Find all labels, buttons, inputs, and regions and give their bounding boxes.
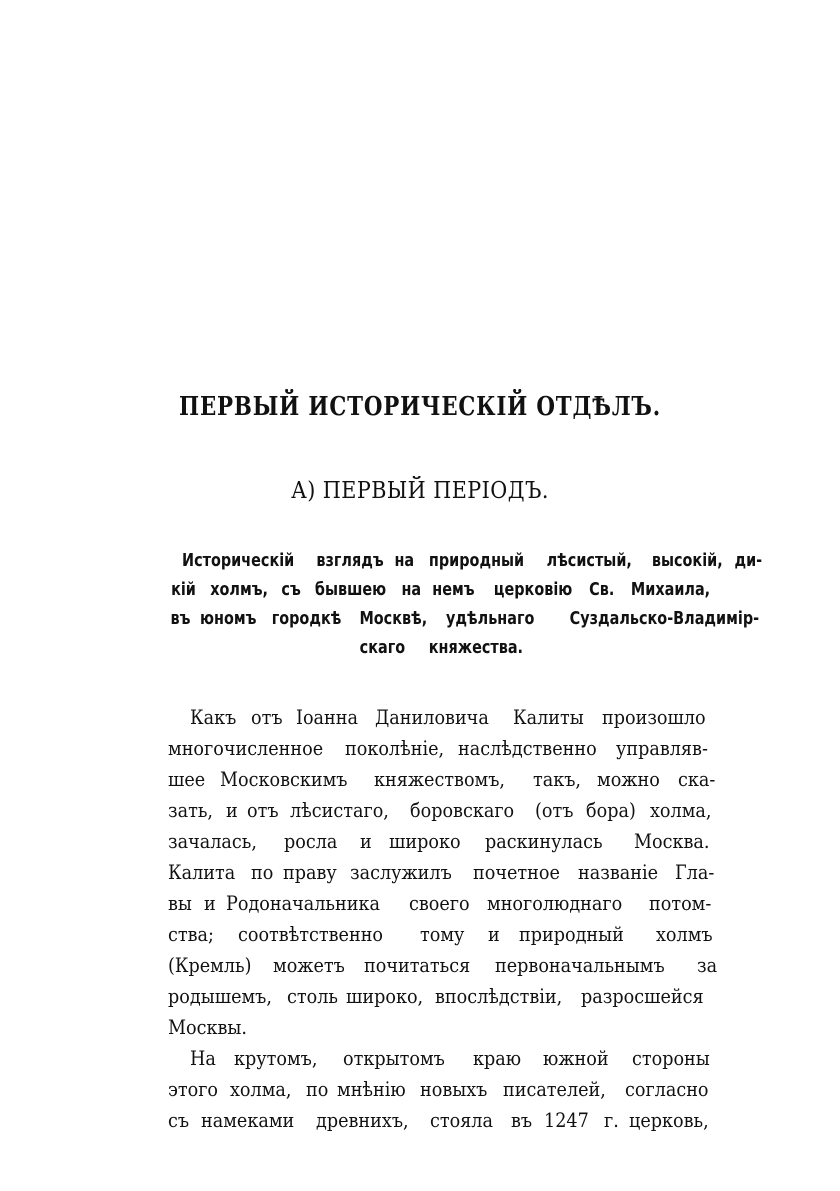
summary-line: [168, 633, 720, 662]
section-title: ПЕРВЫЙ ИСТОРИЧЕСКІЙ ОТДѢЛЪ.: [179, 392, 661, 422]
word: боровскаго: [409, 798, 514, 822]
text-line: [168, 1105, 720, 1136]
word: впослѣдствіи,: [435, 984, 563, 1008]
word: церковь,: [629, 1108, 710, 1132]
word: Гла-: [675, 860, 715, 884]
word: холма,: [230, 1077, 292, 1101]
word: шее: [168, 767, 206, 791]
word: мнѣнію: [336, 1077, 406, 1101]
word: (отъ: [535, 798, 574, 822]
word: стояла: [430, 1108, 494, 1132]
summary-word: юномъ: [199, 608, 257, 629]
word: бора): [586, 798, 637, 822]
word: управляв-: [615, 736, 708, 760]
word: Какъ: [190, 705, 237, 729]
summary-word: лѣсистый,: [546, 550, 632, 571]
summary-word: бывшею: [315, 579, 387, 600]
word: краю: [473, 1046, 522, 1070]
word: почитаться: [364, 953, 471, 977]
word: ства;: [168, 922, 214, 946]
word: крутомъ,: [233, 1046, 318, 1070]
word: за: [697, 953, 718, 977]
word: Даниловича: [375, 705, 489, 729]
word: росла: [284, 829, 338, 853]
word: и: [488, 922, 500, 946]
word: и: [360, 829, 372, 853]
word: почетное: [472, 860, 560, 884]
word: согласно: [625, 1077, 709, 1101]
word: лѣсистаго,: [290, 798, 389, 822]
word: холмъ: [655, 922, 713, 946]
summary-line: [168, 604, 759, 633]
word: своего: [409, 891, 470, 915]
word: съ: [168, 1108, 190, 1132]
word: Родоначальника: [225, 891, 380, 915]
word: вы: [168, 891, 192, 915]
word: На: [190, 1046, 216, 1070]
word: г.: [603, 1108, 619, 1132]
word: въ: [510, 1108, 532, 1132]
summary-word: Историческій: [182, 550, 295, 571]
word: южной: [542, 1046, 609, 1070]
text-line: [168, 702, 720, 733]
word: названіе: [577, 860, 658, 884]
word: зачалась,: [168, 829, 257, 853]
word: (Кремль): [168, 953, 252, 977]
word: природный: [518, 922, 624, 946]
word: можетъ: [272, 953, 345, 977]
chapter-summary: [168, 546, 763, 662]
text-line: [168, 1012, 720, 1043]
word: и: [226, 798, 239, 822]
summary-word: ди-: [734, 550, 763, 571]
word: по: [250, 860, 274, 884]
word: заслужилъ: [350, 860, 453, 884]
summary-word: съ: [281, 579, 301, 600]
summary-word: на: [401, 579, 422, 600]
word: первоначальнымъ: [494, 953, 665, 977]
word: раскинулась: [485, 829, 603, 853]
word: холма,: [650, 798, 712, 822]
word: этого: [168, 1077, 219, 1101]
text-line: [168, 826, 720, 857]
summary-word: высокій,: [651, 550, 723, 571]
word: княжествомъ,: [374, 767, 506, 791]
summary-word: удѣльнаго: [446, 608, 535, 629]
word: Москвы.: [168, 1015, 247, 1039]
summary-word: взглядъ: [316, 550, 384, 571]
word: многочисленное: [168, 736, 324, 760]
summary-word: скаго: [359, 637, 405, 658]
word: отъ: [247, 798, 279, 822]
word: наслѣдственно: [457, 736, 597, 760]
summary-word: церковію: [493, 579, 573, 600]
period-title: А) ПЕРВЫЙ ПЕРІОДЪ.: [291, 478, 549, 504]
word: Іоанна: [295, 705, 358, 729]
summary-word: холмъ,: [209, 579, 268, 600]
word: родышемъ,: [168, 984, 272, 1008]
word: новыхъ: [420, 1077, 488, 1101]
text-line: [168, 950, 720, 981]
word: тому: [420, 922, 465, 946]
word: широко: [388, 829, 461, 853]
word: Москва.: [634, 829, 710, 853]
word: по: [305, 1077, 329, 1101]
word: широко,: [346, 984, 424, 1008]
word: и: [203, 891, 216, 915]
word: Московскимъ: [219, 767, 348, 791]
body-text: [168, 702, 720, 1136]
summary-word: въ: [170, 608, 191, 629]
word: стороны: [631, 1046, 710, 1070]
word: открытомъ: [343, 1046, 446, 1070]
word: древнихъ,: [315, 1108, 409, 1132]
text-line: [168, 764, 720, 795]
summary-word: Михаила,: [630, 579, 711, 600]
word: произошло: [602, 705, 706, 729]
word: писателей,: [502, 1077, 606, 1101]
summary-word: природный: [428, 550, 525, 571]
text-line: [168, 888, 720, 919]
word: праву: [282, 860, 337, 884]
text-line: [168, 981, 720, 1012]
word: намеками: [200, 1108, 295, 1132]
word: соотвѣтственно: [237, 922, 383, 946]
summary-word: кій: [171, 579, 196, 600]
summary-word: на: [394, 550, 415, 571]
text-line: [168, 857, 720, 888]
word: потом-: [649, 891, 712, 915]
text-line: [168, 733, 720, 764]
text-line: [168, 919, 720, 950]
word: столь: [287, 984, 339, 1008]
word: поколѣніе,: [344, 736, 444, 760]
word: многолюднаго: [486, 891, 623, 915]
word: отъ: [251, 705, 283, 729]
word: Калита: [168, 860, 236, 884]
summary-word: городкѣ: [272, 608, 342, 629]
paragraph: [168, 1043, 720, 1136]
summary-word: Св.: [588, 579, 615, 600]
text-line: [168, 1043, 720, 1074]
summary-word: Москвѣ,: [358, 608, 427, 629]
word: Калиты: [513, 705, 584, 729]
text-line: [168, 1074, 720, 1105]
word: ска-: [677, 767, 715, 791]
summary-line: [168, 575, 720, 604]
word: можно: [596, 767, 660, 791]
word: 1247: [543, 1108, 589, 1132]
paragraph: [168, 702, 720, 1043]
word: зать,: [168, 798, 214, 822]
word: такъ,: [532, 767, 581, 791]
summary-word: княжества.: [428, 637, 523, 658]
word: разросшейся: [580, 984, 704, 1008]
summary-word: немъ: [432, 579, 476, 600]
text-line: [168, 795, 720, 826]
summary-word: Суздальско-Владимір-: [569, 608, 759, 629]
summary-line: [168, 546, 763, 575]
